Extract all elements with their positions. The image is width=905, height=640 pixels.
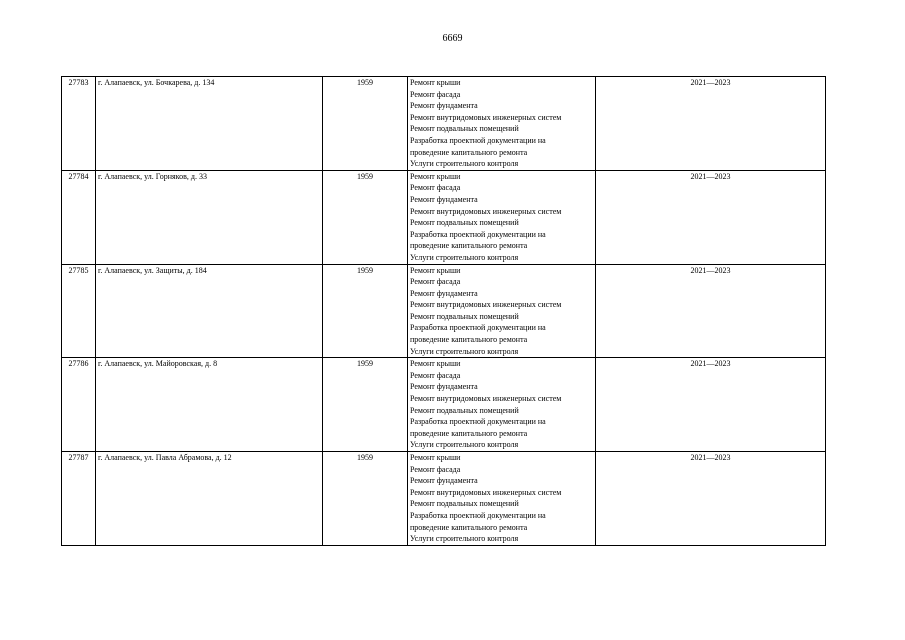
- work-item: Ремонт фасада: [410, 277, 461, 287]
- work-item: Услуги строительного контроля: [410, 534, 519, 544]
- work-item: Ремонт фундамента: [410, 288, 478, 298]
- address-cell: г. Алапаевск, ул. Бочкарева, д. 134: [96, 77, 323, 171]
- work-item: Ремонт подвальных помещений: [410, 218, 519, 228]
- work-item: Ремонт крыши: [410, 359, 461, 369]
- table-row: [62, 170, 826, 264]
- works-cell: [408, 170, 596, 264]
- work-item: Ремонт крыши: [410, 171, 461, 181]
- work-item: Разработка проектной документации на: [410, 510, 546, 520]
- period-cell: 2021—2023: [596, 358, 826, 452]
- work-item: Ремонт внутридомовых инженерных систем: [410, 300, 562, 310]
- work-item: Ремонт крыши: [410, 78, 461, 87]
- period-cell: 2021—2023: [596, 264, 826, 358]
- registry-table: [61, 76, 826, 546]
- address-cell: г. Алапаевск, ул. Павла Абрамова, д. 12: [96, 452, 323, 546]
- work-item: Ремонт подвальных помещений: [410, 405, 519, 415]
- row-number-cell: 27783: [62, 77, 96, 171]
- year-cell: 1959: [323, 358, 408, 452]
- period-cell: 2021—2023: [596, 77, 826, 171]
- table-row: [62, 264, 826, 358]
- work-item: Ремонт фасада: [410, 183, 461, 193]
- work-item: Разработка проектной документации на: [410, 229, 546, 239]
- work-item: Ремонт подвальных помещений: [410, 311, 519, 321]
- works-cell: [408, 358, 596, 452]
- work-item: Ремонт фасада: [410, 89, 461, 99]
- work-item: Услуги строительного контроля: [410, 440, 519, 450]
- work-item: Ремонт внутридомовых инженерных систем: [410, 394, 562, 404]
- year-cell: 1959: [323, 170, 408, 264]
- year-cell: 1959: [323, 452, 408, 546]
- table-row: [62, 452, 826, 546]
- table-row: [62, 77, 826, 171]
- row-number-cell: 27785: [62, 264, 96, 358]
- period-cell: 2021—2023: [596, 170, 826, 264]
- address-cell: г. Алапаевск, ул. Горняков, д. 33: [96, 170, 323, 264]
- work-item: Ремонт крыши: [410, 453, 461, 462]
- year-cell: 1959: [323, 264, 408, 358]
- work-item: проведение капитального ремонта: [410, 241, 528, 251]
- work-item: проведение капитального ремонта: [410, 522, 528, 532]
- work-item: Ремонт фундамента: [410, 382, 478, 392]
- work-item: Разработка проектной документации на: [410, 417, 546, 427]
- work-item: Ремонт подвальных помещений: [410, 124, 519, 134]
- works-cell: [408, 77, 596, 171]
- work-item: Ремонт внутридомовых инженерных систем: [410, 112, 562, 122]
- work-item: Услуги строительного контроля: [410, 346, 519, 356]
- work-item: Ремонт внутридомовых инженерных систем: [410, 487, 562, 497]
- year-cell: 1959: [323, 77, 408, 171]
- work-item: Ремонт фундамента: [410, 101, 478, 111]
- work-item: Ремонт фасада: [410, 370, 461, 380]
- page-number: 6669: [442, 33, 463, 44]
- work-item: Услуги строительного контроля: [410, 159, 519, 169]
- work-item: Услуги строительного контроля: [410, 252, 519, 262]
- work-item: Ремонт фундамента: [410, 476, 478, 486]
- work-item: проведение капитального ремонта: [410, 428, 528, 438]
- registry-table-body: [62, 77, 826, 546]
- work-item: Ремонт фундамента: [410, 194, 478, 204]
- works-cell: [408, 452, 596, 546]
- work-item: Разработка проектной документации на: [410, 135, 546, 145]
- period-cell: 2021—2023: [596, 452, 826, 546]
- row-number-cell: 27787: [62, 452, 96, 546]
- row-number-cell: 27786: [62, 358, 96, 452]
- work-item: Разработка проектной документации на: [410, 323, 546, 333]
- table-row: [62, 358, 826, 452]
- work-item: Ремонт подвальных помещений: [410, 499, 519, 509]
- work-item: Ремонт фасада: [410, 464, 461, 474]
- work-item: проведение капитального ремонта: [410, 335, 528, 345]
- address-cell: г. Алапаевск, ул. Защиты, д. 184: [96, 264, 323, 358]
- work-item: Ремонт внутридомовых инженерных систем: [410, 206, 562, 216]
- row-number-cell: 27784: [62, 170, 96, 264]
- address-cell: г. Алапаевск, ул. Майоровская, д. 8: [96, 358, 323, 452]
- works-cell: [408, 264, 596, 358]
- work-item: проведение капитального ремонта: [410, 147, 528, 157]
- work-item: Ремонт крыши: [410, 265, 461, 275]
